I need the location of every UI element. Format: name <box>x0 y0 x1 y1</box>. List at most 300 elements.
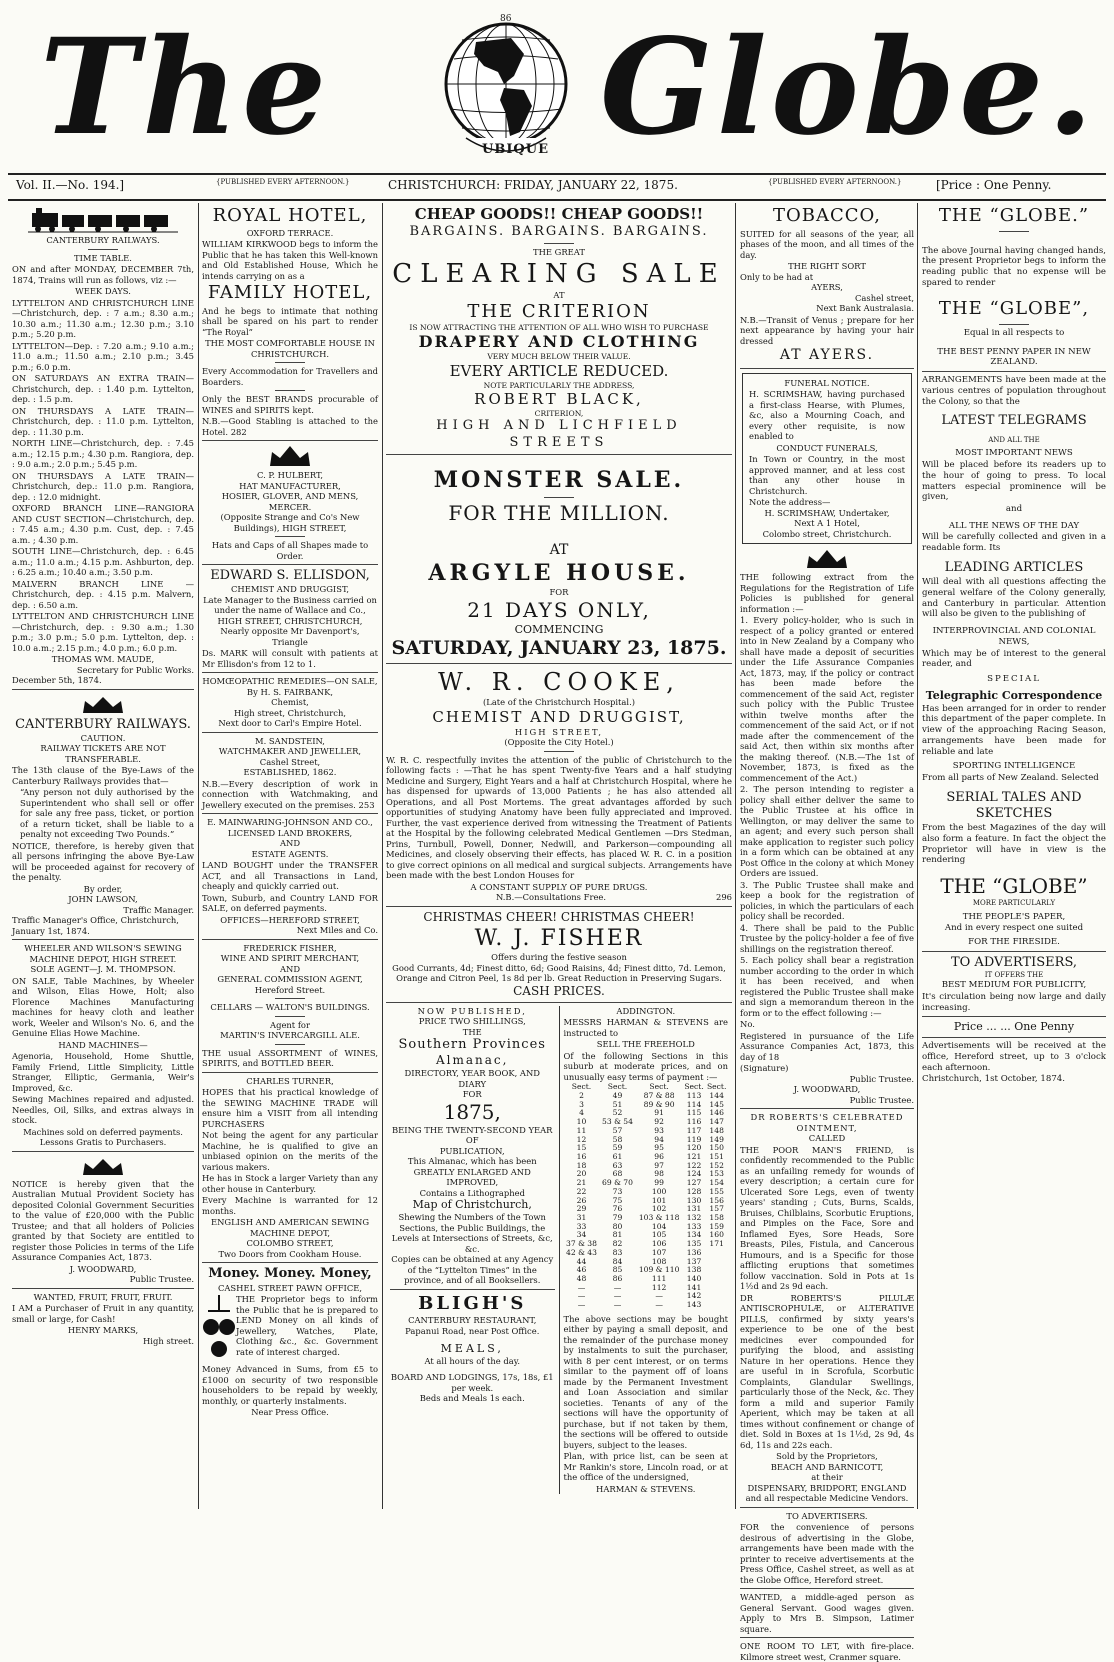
funeral-address: Colombo street, Christchurch. <box>762 528 892 539</box>
table-cell: 81 <box>612 1230 623 1240</box>
room-to-let: ONE ROOM TO LET, with fire-place. Kilmore street west, Cranmer square. <box>740 1641 914 1662</box>
ointment-body: THE POOR MAN'S FRIEND, is confidently recommended to the Public as an unfailing remedy for wounds of every description; a certain cure for Ulcerated Sore Legs, even of twenty years' standing ; Cuts, Burns, Scalds, Bruises, Chilblains, Scorbutic Eruptions, and Pimples on the Face, Sore and Inflamed Eyes, Sore Heads, Sore Breasts, Piles, Fistula, and Cancerous Humours, and is a Specific for those afflicting eruptions that sometimes follow vaccination. Sold in Pots at 1s 1½d and 2s 9d each. <box>740 1144 914 1291</box>
table-row <box>564 1284 729 1293</box>
table-cell: 150 <box>709 1143 724 1153</box>
rail-line: MALVERN BRANCH LINE — Christchurch, dep. : 4.15 p.m. Malvern, dep. : 6.50 a.m. <box>12 578 194 610</box>
fisher-and: AND <box>279 963 301 974</box>
at: AT <box>553 290 565 300</box>
addington-body: MESSRS HARMAN & STEVENS are instructed to <box>563 1017 728 1038</box>
table-cell: 42 & 43 <box>566 1247 597 1257</box>
commencing: COMMENCING <box>514 622 604 636</box>
rail-line: LYTTELTON—Dep. : 7.20 a.m.; 9.10 a.m.; 11.0 a.m.; 11.50 a.m.; 2.10 p.m.; 3.45 p.m.; 6.0 p.m. <box>12 340 194 372</box>
table-cell: 11 <box>576 1125 587 1135</box>
invercargill-ale: MARTIN'S INVERCARGILL ALE. <box>220 1030 360 1041</box>
this-almanac: This Almanac, which has been <box>407 1156 537 1167</box>
globe-heading: THE “GLOBE.” <box>938 205 1090 226</box>
table-cell: 143 <box>686 1300 702 1310</box>
fruit-address: High street. <box>142 1335 194 1346</box>
table-cell: 94 <box>654 1134 664 1144</box>
ellisdon-late: Late Manager to the Business carried on under the name of Wallace and Co., <box>203 594 377 616</box>
map-of-christchurch: Map of Christchurch, <box>412 1198 532 1212</box>
most-important-news: MOST IMPORTANT NEWS <box>955 448 1073 459</box>
table-cell: 53 & 54 <box>602 1117 633 1127</box>
rail-line: ON THURSDAYS A LATE TRAIN—Christchurch, dep.: 11.0 p.m. Rangiora, dep. : 12.0 midnight. <box>12 470 194 502</box>
motto: UBIQUE <box>482 142 549 157</box>
almanac-of: OF <box>465 1135 479 1146</box>
table-cell: 26 <box>576 1195 587 1205</box>
published-right: {PUBLISHED EVERY AFTERNOON.} <box>768 178 902 186</box>
money-heading: Money. Money. Money, <box>208 1266 372 1282</box>
table-row <box>564 1266 729 1275</box>
homeopathic-address: High street, Christchurch, <box>233 707 347 718</box>
table-cell: 121 <box>686 1151 702 1161</box>
meals: MEALS, <box>440 1342 504 1356</box>
sewing-payments: Machines sold on deferred payments. <box>23 1126 183 1137</box>
sandstein-address: Cashel Street, <box>259 756 321 767</box>
hand-machines: HAND MACHINES— <box>58 1039 148 1050</box>
mainwaring-name: E. MAINWARING-JOHNSON AND CO., LICENSED LAND BROKERS, <box>207 817 373 838</box>
rail-line: ON SATURDAYS AN EXTRA TRAIN—Christchurch, dep. : 1.40 p.m. Lyttelton, dep. : 1.5 p.m. <box>12 373 194 404</box>
wines: THE usual ASSORTMENT of WINES, SPIRITS, and BOTTLED BEER. <box>202 1047 378 1069</box>
which-may: Which may be of interest to the general reader, and <box>922 648 1106 670</box>
every-article: EVERY ARTICLE REDUCED. <box>449 361 669 380</box>
regulation-signature: (Signature) <box>740 1063 789 1073</box>
telegraphic-body: Has been arranged for in order to render this department of the paper complete. In view of the approaching Racing Season, arrangements have been made for reliable and late <box>922 703 1106 757</box>
table-cell: 109 & 110 <box>638 1265 680 1275</box>
fisher-body: Good Currants, 4d; Finest ditto, 6d; Good Raisins, 4d; Finest ditto, 7d. Lemon, Orange and Citron Peel, 1s 8d per lb. Great Reduction in Preserving Sugars. <box>392 962 726 984</box>
arrangements: ARRANGEMENTS have been made at the various centres of population throughout the Colony, so that the <box>922 375 1106 407</box>
page-number: 86 <box>500 14 512 24</box>
beach-barnicott: BEACH AND BARNICOTT, <box>770 1461 884 1472</box>
table-cell: 101 <box>651 1195 667 1205</box>
contains: Contains a Lithographed <box>419 1187 525 1198</box>
pawnbroker-balls-icon <box>202 1293 236 1363</box>
table-header-cell: Sect. <box>684 1082 704 1092</box>
to-advertisers-2: TO ADVERTISERS, <box>950 955 1078 971</box>
addington-ad <box>560 1006 733 1495</box>
regulation-public-trustee: Public Trustee. <box>849 1073 914 1084</box>
table-cell <box>705 1266 728 1275</box>
caution-signature: JOHN LAWSON, <box>68 894 138 905</box>
top-rule <box>8 173 1106 175</box>
more-particularly: MORE PARTICULARLY <box>972 899 1056 908</box>
table-cell: — <box>613 1291 622 1301</box>
table-cell: 153 <box>709 1169 724 1179</box>
rail-line: LYTTELTON AND CHRISTCHURCH LINE—Christchurch, dep. : 9.30 a.m.; 1.30 p.m.; 3.0 p.m.; 5.0 p.m. Lyttelton, dep. : 10.0 a.m.; 2.15 p.m.; 4.0 p.m.; 6.0 p.m. <box>12 611 194 653</box>
table-cell: 68 <box>612 1169 623 1179</box>
fruit-heading: WANTED, FRUIT, FRUIT, FRUIT. <box>33 1291 173 1302</box>
turner-body-4: Every Machine is warranted for 12 months. <box>202 1195 378 1216</box>
table-cell: 22 <box>576 1186 587 1196</box>
column-divider <box>382 203 383 1509</box>
cooke-body: W. R. C. respectfully invites the attention of the public of Christchurch to the following facts : —That he has spent Twenty-five Years and a half studying Medicine and Surgery, Eight Years and a half at Christchurch Hospital, where he has dispensed for upwards of 13,000 Patients ; he has also attended all Operations, and all Post Mortems. The great advantages afforded by such opportunities of studying Anatomy have been fully appreciated and improved. Further, the vast experience derived from witnessing the Treatment of Patients at the Hospital by the following celebrated Medical Gentlemen —Drs Stedman, Prins, Turnbull, Powell, Donner, Nedwill, and Parkerson—compounding all Medicines, and closely observing their effects, has placed W. R. C. in a position to give correct opinions on all medical and surgical subjects. Arrangements have been made with the best London Houses for <box>386 754 732 881</box>
table-cell: 46 <box>576 1265 587 1275</box>
peoples-paper: THE PEOPLE'S PAPER, <box>962 911 1066 922</box>
table-cell: 76 <box>612 1204 623 1214</box>
below-value: VERY MUCH BELOW THEIR VALUE. <box>487 352 631 362</box>
table-cell: 20 <box>576 1169 587 1179</box>
table-row <box>564 1136 729 1145</box>
table-cell: 158 <box>709 1212 724 1222</box>
hotel-nb: N.B.—Good Stabling is attached to the Hotel. 282 <box>202 416 378 437</box>
column-2 <box>202 205 378 1507</box>
funeral-body: H. SCRIMSHAW, having purchased a first-class Hearse, with Plumes, &c, also a Mourning Coach, and every other requisite, is now enabled to <box>749 389 905 441</box>
table-cell: 136 <box>686 1247 702 1257</box>
it-offers: IT OFFERS THE <box>984 971 1044 980</box>
table-cell: 44 <box>576 1256 587 1266</box>
table-cell: 132 <box>686 1212 702 1222</box>
addington-heading: ADDINGTON. <box>616 1005 676 1016</box>
published-left: {PUBLISHED EVERY AFTERNOON.} <box>216 178 350 186</box>
railways-intro: ON and after MONDAY, DECEMBER 7th, 1874, Trains will run as follows, viz :— <box>12 264 194 285</box>
table-cell: 37 & 38 <box>566 1239 597 1249</box>
place-date: CHRISTCHURCH: FRIDAY, JANUARY 22, 1875. <box>388 178 678 192</box>
caution-body: The 13th clause of the Bye-Laws of the Canterbury Railways provides that— <box>12 765 194 786</box>
now-published: NOW PUBLISHED, <box>417 1005 527 1016</box>
hotel-heading: ROYAL HOTEL, <box>212 205 368 226</box>
addington-body-2: Of the following Sections in this suburb at moderate prices, and on unusually easy terms of payment :— <box>563 1050 728 1082</box>
homeopathic-heading: HOMŒOPATHIC REMEDIES—ON SALE, <box>202 676 378 687</box>
sewing-repair: Sewing Machines repaired and adjusted. Needles, Oil, Silks, and extras always in stock. <box>12 1094 194 1126</box>
regulation-item: 4. There shall be paid to the Public Trustee by the policy-holder a fee of five shillings on the registration thereof. <box>740 922 914 954</box>
table-cell: 103 & 118 <box>638 1212 680 1222</box>
table-cell: 61 <box>612 1151 623 1161</box>
mutual-title: Public Trustee. <box>129 1274 194 1285</box>
medicine-vendors: and all respectable Medicine Vendors. <box>745 1493 909 1503</box>
hotel-body-2: And he begs to intimate that nothing shall be spared on his part to render “The Royal” <box>202 305 378 337</box>
advertisers-body: FOR the convenience of persons desirous of advertising in the Globe, arrangements have been made with the printer to receive advertisements at the Press Office, Cashel street, as well as at the Globe Office, Hereford street. <box>740 1522 914 1585</box>
rail-signature: THOMAS WM. MAUDE, <box>51 654 155 664</box>
table-cell: 141 <box>686 1282 702 1292</box>
price-one-penny: Price ... ... One Penny <box>953 1020 1075 1034</box>
pawn-body-2: Money Advanced in Sums, from £5 to £1000 on security of two responsible householders to be repaid by weekly, monthly, or quarterly instalments. <box>202 1364 378 1406</box>
table-row <box>564 1170 729 1179</box>
caution-quote: “Any person not duly authorised by the Superintendent who shall sell or offer for sale any free pass, ticket, or portion of a return ticket, shall be liable to a penalty not exceeding Two Pounds.” <box>20 787 194 840</box>
sewing-heading: WHEELER AND WILSON'S SEWING MACHINE DEPOT, HIGH STREET. <box>24 943 182 964</box>
pawn-body: THE Proprietor begs to inform the Public that he is prepared to LEND Money on all kinds of Jewellery, Watches, Plate, Clothing &c., &c. Government rate of interest charged. <box>236 1294 378 1357</box>
fisher-address: Hereford Street. <box>254 984 326 995</box>
table-cell: 29 <box>576 1204 587 1214</box>
agent-for: Agent for <box>270 1019 310 1030</box>
serial-tales: SERIAL TALES AND SKETCHES <box>946 789 1082 821</box>
turner-body: HOPES that his practical knowledge of the SEWING MACHINE TRADE will ensure him a VISIT from all intending PURCHASERS <box>202 1087 378 1129</box>
table-cell: 85 <box>612 1265 623 1275</box>
table-row <box>564 1275 729 1284</box>
price: [Price : One Penny. <box>936 178 1052 192</box>
caution-sub: RAILWAY TICKETS ARE NOT TRANSFERABLE. <box>40 743 166 764</box>
sewing-body: ON SALE, Table Machines, by Wheeler and Wilson, Elias Howe, Holt; also Florence Machines Manufacturing machines for heavy cloth and leather work, Weeler and Wilson's No. 6, and the Genuine Elias Howe Machine. <box>12 975 194 1039</box>
column-5 <box>922 205 1106 1507</box>
table-cell: 134 <box>686 1230 702 1240</box>
will-deal: Will deal with all questions affecting the general welfare of the Colony generally, and Canterbury in particular. Attention will also be given to the publishing of <box>922 577 1106 620</box>
table-cell <box>705 1301 728 1310</box>
fruit-body: I AM a Purchaser of Fruit in any quantity, small or large, for Cash! <box>12 1303 194 1324</box>
pawn-office: CASHEL STREET PAWN OFFICE, <box>217 1282 363 1293</box>
table-cell: 106 <box>651 1239 667 1249</box>
high-lichfield: HIGH AND LICHFIELD STREETS <box>436 418 682 450</box>
table-cell: 147 <box>709 1117 724 1127</box>
table-cell: 52 <box>612 1108 623 1118</box>
globe-heading-2: THE “GLOBE”, <box>938 298 1090 320</box>
almanac-ad <box>386 1006 560 1495</box>
table-cell: — <box>577 1300 586 1310</box>
table-cell: 102 <box>651 1204 667 1214</box>
almanac-for: FOR <box>462 1089 482 1100</box>
table-cell: 119 <box>686 1134 702 1144</box>
table-cell: 2 <box>579 1090 584 1100</box>
column-divider <box>735 203 736 1509</box>
table-cell: 10 <box>576 1117 587 1127</box>
ointment-heading: DR ROBERTS'S CELEBRATED OINTMENT, <box>750 1112 904 1133</box>
table-cell: 108 <box>651 1256 667 1266</box>
table-cell: 96 <box>654 1151 664 1161</box>
table-cell: 95 <box>654 1143 664 1153</box>
all-news-of-day: ALL THE NEWS OF THE DAY <box>948 520 1080 531</box>
price-two-shillings: PRICE TWO SHILLINGS, <box>418 1016 526 1027</box>
sporting-intelligence: SPORTING INTELLIGENCE <box>952 761 1076 772</box>
table-cell: 59 <box>612 1143 623 1153</box>
table-cell: 137 <box>686 1256 702 1266</box>
masthead <box>0 0 1114 172</box>
sewing-agent: SOLE AGENT—J. M. THOMPSON. <box>30 964 176 975</box>
hulbert-name: C. P. HULBERT, <box>256 470 324 480</box>
table-cell: 138 <box>686 1265 702 1275</box>
board-lodgings: BOARD AND LODGINGS, 17s, 18s, £1 per week. <box>390 1372 554 1393</box>
table-cell: 112 <box>651 1282 667 1292</box>
regulation-no: No. <box>740 1019 755 1029</box>
table-cell <box>705 1284 728 1293</box>
right-sort: THE RIGHT SORT <box>788 261 866 271</box>
almanac: Almanac, <box>436 1053 509 1068</box>
interprovincial: INTERPROVINCIAL AND COLONIAL NEWS, <box>932 626 1096 647</box>
table-cell: 34 <box>576 1230 587 1240</box>
table-cell: 98 <box>654 1169 664 1179</box>
table-cell <box>705 1258 728 1267</box>
caution-order: By order, <box>83 883 123 894</box>
table-cell: 117 <box>686 1125 702 1135</box>
sell-freehold: SELL THE FREEHOLD <box>596 1039 695 1050</box>
table-cell <box>705 1249 728 1258</box>
caution-notice: NOTICE, therefore, is hereby given that all persons infringing the above Bye-Law will be proceeded against for recovery of the penalty. <box>12 840 194 883</box>
papanui-road: Papanui Road, near Post Office. <box>405 1325 540 1336</box>
circulation: It's circulation being now large and daily increasing. <box>922 991 1106 1013</box>
21-days: 21 DAYS ONLY, <box>467 597 651 622</box>
conduct-funerals: CONDUCT FUNERALS, <box>776 442 878 453</box>
at-ayers: AT AYERS. <box>779 347 875 363</box>
attracting: IS NOW ATTRACTING THE ATTENTION OF ALL WHO WISH TO PURCHASE <box>409 323 709 332</box>
globe-intro: The above Journal having changed hands, the present Proprietor begs to inform the reading public that no expense will be spared to render <box>922 245 1106 288</box>
table-cell: 151 <box>709 1151 724 1161</box>
table-cell: 171 <box>709 1239 724 1249</box>
mainwaring-and: AND <box>279 838 301 849</box>
almanac-year: 1875, <box>443 1099 501 1124</box>
fisher-offers: Offers during the festive season <box>491 952 627 963</box>
at-2: AT <box>549 542 569 559</box>
table-cell <box>705 1275 728 1284</box>
table-cell: 79 <box>612 1212 623 1222</box>
tobacco-body: SUITED for all seasons of the year, all phases of the moon, and all times of the day. <box>740 228 914 260</box>
table-row <box>564 1162 729 1171</box>
table-cell: 91 <box>654 1108 664 1118</box>
beds-meals: Beds and Meals 1s each. <box>419 1393 525 1404</box>
table-cell: 115 <box>686 1108 702 1118</box>
ellisdon-trade: CHEMIST AND DRUGGIST, <box>231 584 349 595</box>
table-header-cell: Sect. <box>706 1082 727 1092</box>
masthead-the: The <box>40 10 331 165</box>
table-header-cell: Sect. <box>571 1082 592 1092</box>
cooke-nb: N.B.—Consultations Free. 296 <box>495 892 732 903</box>
best-medium: BEST MEDIUM FOR PUBLICITY, <box>941 980 1087 991</box>
funeral-note: Note the address— <box>749 497 831 507</box>
mainwaring-body: LAND BOUGHT under the TRANSFER ACT, and all Transactions in Land, cheaply and quickly carried out. <box>202 860 378 892</box>
leading-articles: LEADING ARTICLES <box>944 559 1084 575</box>
table-cell: 107 <box>651 1247 667 1257</box>
hulbert-trade-2: HOSIER, GLOVER, AND MENS, MERCER. <box>221 491 359 512</box>
blighs: BLIGH'S <box>418 1292 527 1314</box>
table-row <box>564 1249 729 1258</box>
woodward: J. WOODWARD, <box>793 1084 861 1094</box>
railways-heading: CANTERBURY RAILWAYS. <box>46 235 160 245</box>
table-cell: 4 <box>579 1108 584 1118</box>
for: FOR <box>549 587 569 598</box>
publication: PUBLICATION, <box>439 1145 505 1156</box>
table-row <box>564 1179 729 1188</box>
mainwaring-offices: OFFICES—HEREFORD STREET, <box>220 914 360 925</box>
table-cell: 84 <box>612 1256 623 1266</box>
saturday-date: SATURDAY, JANUARY 23, 1875. <box>391 636 727 659</box>
table-cell: 51 <box>612 1099 623 1109</box>
table-cell: 124 <box>686 1169 702 1179</box>
hotel-brands: Only the BEST BRANDS procurable of WINES and SPIRITS kept. <box>202 394 378 415</box>
ellisdon-name: EDWARD S. ELLISDON, <box>210 568 370 583</box>
serial-body: From the best Magazines of the day will also form a feature. In fact the object the Proprietor will have in view is the rendering <box>922 823 1106 866</box>
table-row <box>564 1153 729 1162</box>
table-cell: — <box>613 1300 622 1310</box>
table-cell: 145 <box>709 1099 724 1109</box>
table-cell: 128 <box>686 1186 702 1196</box>
funeral-notice-box <box>742 373 912 545</box>
fisher-trade: WINE AND SPIRIT MERCHANT, <box>220 953 360 964</box>
column-3 <box>386 205 732 1507</box>
from-all-parts: From all parts of New Zealand. Selected <box>922 772 1099 783</box>
copies: Copies can be obtained at any Agency of the “Lyttelton Times” in the province, and of all Booksellers. <box>391 1254 554 1286</box>
table-cell: 49 <box>612 1090 623 1100</box>
column-divider <box>917 203 918 1509</box>
table-cell: 157 <box>709 1204 724 1214</box>
crown-crest-icon <box>73 693 133 715</box>
week-days: WEEK DAYS. <box>75 286 131 296</box>
equal-respects: Equal in all respects to <box>963 327 1065 338</box>
advertisements-received: Advertisements will be received at the office, Hereford street, up to 3 o'clock each afternoon. <box>922 1041 1106 1073</box>
table-cell: — <box>577 1282 586 1292</box>
table-row <box>564 1118 729 1127</box>
table-cell: 93 <box>654 1125 664 1135</box>
train-icon <box>28 207 178 233</box>
mainwaring-town: Town, Suburb, and Country LAND FOR SALE, on deferred payments. <box>202 892 378 914</box>
harman-stevens: HARMAN & STEVENS. <box>596 1483 696 1494</box>
table-header-cell: Sect. <box>649 1082 669 1092</box>
table-row <box>564 1214 729 1223</box>
rail-title: Secretary for Public Works. <box>76 664 194 675</box>
homeopathic-by: By H. S. FAIRBANK, <box>246 686 334 697</box>
table-row <box>564 1188 729 1197</box>
table-cell: 3 <box>579 1099 584 1109</box>
table-cell: 16 <box>576 1151 587 1161</box>
table-cell: 105 <box>651 1230 667 1240</box>
hotel-most: THE MOST COMFORTABLE HOUSE IN CHRISTCHURCH. <box>205 338 375 359</box>
crown-crest-icon <box>73 1155 133 1177</box>
cheap-goods: CHEAP GOODS!! CHEAP GOODS!! <box>414 205 704 223</box>
family-hotel: FAMILY HOTEL, <box>207 282 373 303</box>
table-cell: 152 <box>709 1160 724 1170</box>
woodward-title: Public Trustee. <box>849 1094 914 1105</box>
hotel-sub: OXFORD TERRACE. <box>246 227 334 238</box>
mutual-notice: NOTICE is hereby given that the Australian Mutual Provident Society has deposited Colonial Government Securities to the value of £20,000 with the Public Trustee; and that all holders of Policies granted by that Society are entitled to register those Policies in terms of the Life Assurance Companies Act, 1873. <box>12 1178 194 1263</box>
table-cell: 83 <box>612 1247 623 1257</box>
table-row <box>564 1101 729 1110</box>
ointment-pills: DR ROBERTS'S PILULÆ ANTISCROPHULÆ, or ALTERATIVE PILLS, confirmed by sixty years's experience to be one of the best medicines ever compounded for purifying the blood, and assisting Nature in her operations. Hence they are useful in in Scrofula, Scorbutic Complaints, Glandular Swellings, particularly those of the Neck, &c. They form a mild and superior Family Aperient, which may be taken at all times without confinement or change of diet. Sold in Boxes at 1s 1½d, 2s 9d, 4s 6d, 11s and 22s each. <box>740 1292 914 1450</box>
table-cell: 120 <box>686 1143 702 1153</box>
english-american-heading: ENGLISH AND AMERICAN SEWING MACHINE DEPOT, <box>210 1217 370 1238</box>
caution-heading: CANTERBURY RAILWAYS. <box>15 716 191 732</box>
dateline-rule <box>8 199 1106 201</box>
cookham-house: Two Doors from Cookham House. <box>218 1248 362 1259</box>
sandstein-trade: WATCHMAKER AND JEWELLER, <box>218 746 362 757</box>
table-cell: 130 <box>686 1195 702 1205</box>
twenty-second-year: BEING THE TWENTY-SECOND YEAR <box>392 1124 553 1135</box>
clearing-sale: CLEARING SALE <box>392 258 726 289</box>
christmas-cheer: CHRISTMAS CHEER! CHRISTMAS CHEER! <box>423 909 695 924</box>
homeopathic-chemist: Chemist, <box>271 697 309 708</box>
column-1 <box>12 205 194 1507</box>
table-cell: 149 <box>709 1134 724 1144</box>
for-the-million: FOR THE MILLION. <box>448 501 670 526</box>
mutual-signature: J. WOODWARD, <box>69 1263 137 1274</box>
table-cell: 159 <box>709 1221 724 1231</box>
table-cell: 15 <box>576 1143 587 1153</box>
tobacco-heading: TOBACCO, <box>773 205 881 226</box>
and: and <box>1005 504 1023 515</box>
table-cell: 97 <box>654 1160 664 1170</box>
sewing-lessons: Lessons Gratis to Purchasers. <box>39 1137 167 1148</box>
rail-line: SOUTH LINE—Christchurch, dep. : 6.45 a.m.; 11.0 a.m.; 4.15 p.m. Ashburton, dep. : 6.25 a.m.; 10.40 a.m.; 3.50 p.m. <box>12 546 194 577</box>
criterion-2: CRITERION, <box>534 408 584 418</box>
robert-black: ROBERT BLACK, <box>474 390 644 409</box>
ellisdon-address: HIGH STREET, CHRISTCHURCH, <box>217 615 363 626</box>
all-hours: At all hours of the day. <box>424 1355 521 1366</box>
regulation-item: 2. The person intending to register a policy shall either deliver the same to the Public Trustee at his office in Wellington, or may deliver the same to an agent; and every such person shall make application to register such policy in a form which can be obtained at any Post Office in the colony at which Money Orders are issued. <box>740 784 914 878</box>
table-cell: 116 <box>686 1117 702 1127</box>
showing: Shewing the Numbers of the Town Sections, the Public Buildings, the Levels at Intersections of Streets, &c, &c. <box>391 1212 553 1254</box>
the-great: THE GREAT <box>533 247 585 257</box>
table-cell: 122 <box>686 1160 702 1170</box>
table-cell: — <box>655 1300 663 1310</box>
fisher-name: FREDERICK FISHER, <box>243 942 337 953</box>
fisher-general: GENERAL COMMISSION AGENT, <box>217 974 363 985</box>
sandstein-name: M. SANDSTEIN, <box>255 735 325 746</box>
table-cell: 18 <box>576 1160 587 1170</box>
only-had: Only to be had at <box>740 271 814 282</box>
regulation-form: Registered in pursuance of the Life Assurance Companies Act, 1873, this day of 18 <box>740 1030 914 1062</box>
table-cell: 21 <box>576 1178 587 1188</box>
rail-line: NORTH LINE—Christchurch, dep. : 7.45 a.m.; 12.15 p.m.; 4.30 p.m. Rangiora, dep. : 9.0 a.m.; 2.0 p.m.; 5.45 p.m. <box>12 438 194 469</box>
table-cell <box>705 1292 728 1301</box>
special: SPECIAL <box>987 674 1041 685</box>
regulations-intro: THE following extract from the Regulations for the Registration of Life Policies is published for general information :— <box>740 572 914 614</box>
cooke-trade: CHEMIST AND DRUGGIST, <box>432 707 686 726</box>
table-cell: — <box>655 1291 663 1301</box>
table-cell: 31 <box>576 1212 587 1222</box>
